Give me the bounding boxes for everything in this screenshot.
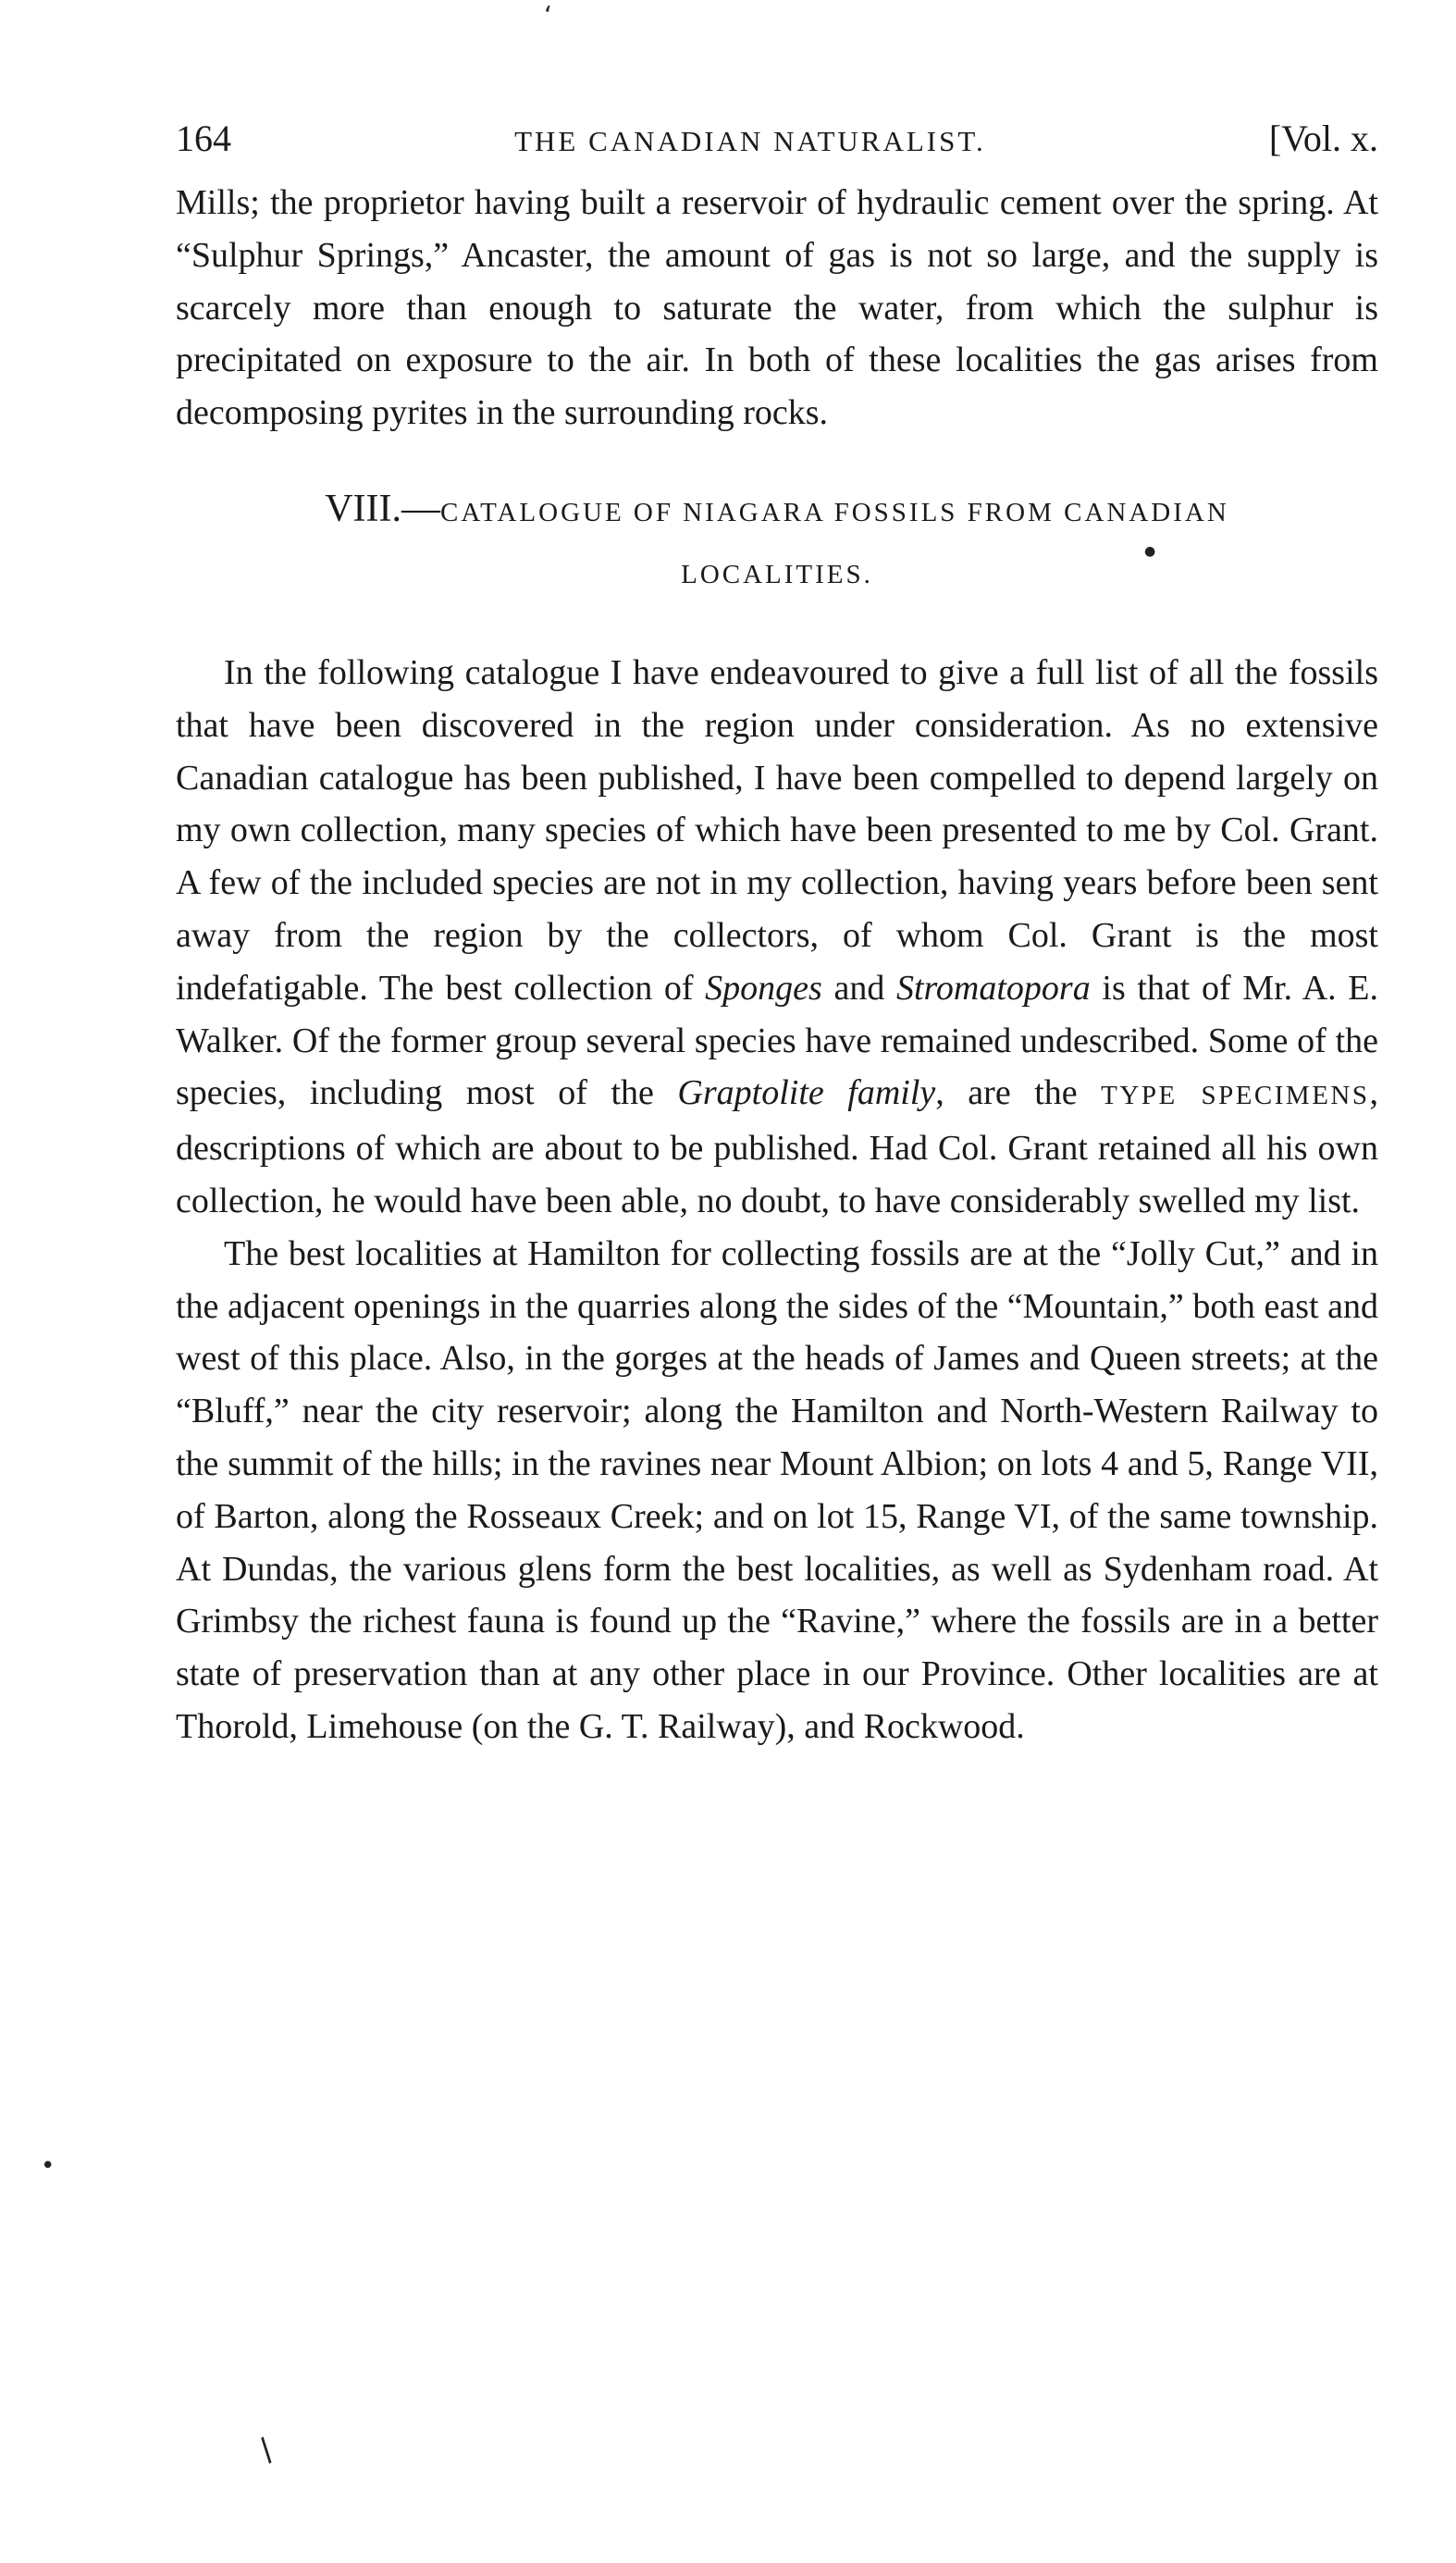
paragraph-text: In the following catalogue I have endeavoured to give a full list of all the fossils that have been discovered in the region under consideration. As no extensive Canadian catalogue has been published, I have been compelled to depend largely on my own collection, many species of which have been presented to me by Col. Grant. A few of the included species are not in my collection, having years before been sent away from the region by the collectors, of whom Col. Grant is the most indefatigable. The best collection of [176,652,1378,1008]
catalogue-paragraph [176,647,1378,1228]
book-page [176,111,1378,1753]
localities-paragraph: The best localities at Hamilton for collecting fossils are at the “Jolly Cut,” and in the adjacent openings in the quarries along the sides of the “Mountain,” both east and west of this place. Also, in the gorges at the heads of James and Queen streets; at the “Bluff,” near the city reservoir; along the Hamilton and North-Western Railway to the summit of the hills; in the ravines near Mount Albion; on lots 4 and 5, Range VII, of Barton, along the Rosseaux Creek; and on lot 15, Range VI, of the same township. At Dundas, the various glens form the best localities, as well as Sydenham road. At Grimbsy the richest fauna is found up the “Ravine,” where the fossils are in a better state of preservation than at any other place in our Province. Other localities are at Thorold, Limehouse (on the G. T. Railway), and Rockwood. [176,1233,1378,1746]
stray-dot-mid: ● [1144,544,1156,559]
section-heading [176,480,1378,608]
stromatopora-term: Stromatopora [896,968,1091,1008]
stray-mark-top: ‘ [544,0,552,31]
page-header [176,111,1378,169]
page-number: 164 [176,118,231,159]
running-title: THE CANADIAN NATURALIST. [514,125,986,157]
paragraph-text: and [821,968,896,1008]
volume-label: [Vol. x. [1268,118,1378,159]
intro-paragraph: Mills; the proprietor having built a reservoir of hydraulic cement over the spring. At “Sulphur Springs,” Ancaster, the amount of gas is not so large, and the supply is scarcely more than enough to saturate the water, from which the sulphur is precipitated on exposure to the air. In both of these localities the gas arises from decomposing pyrites in the surrounding rocks. [176,183,1378,433]
section-title-line2: LOCALITIES. [681,559,873,589]
section-number: VIII.— [325,487,440,530]
graptolite-term: Graptolite family [677,1073,936,1113]
stray-dot-margin: • [41,2152,56,2180]
paragraph-text: , are the [935,1073,1102,1113]
stray-mark-bottom: / [251,2432,281,2469]
paragraph-text: is that of Mr. A. E. Walker. Of the former group several species have remained undescribed. Some of the species, including most of the [176,968,1378,1113]
paragraph-text: , descriptions of which are about to be published. Had Col. Grant retained all his own collection, he would have been able, no doubt, to have considerably swelled my list. [176,1073,1378,1220]
sponges-term: Sponges [705,968,822,1008]
section-title-line1: CATALOGUE OF NIAGARA FOSSILS FROM CANADIAN [440,497,1229,527]
type-specimens-term: TYPE SPECIMENS [1101,1081,1370,1111]
